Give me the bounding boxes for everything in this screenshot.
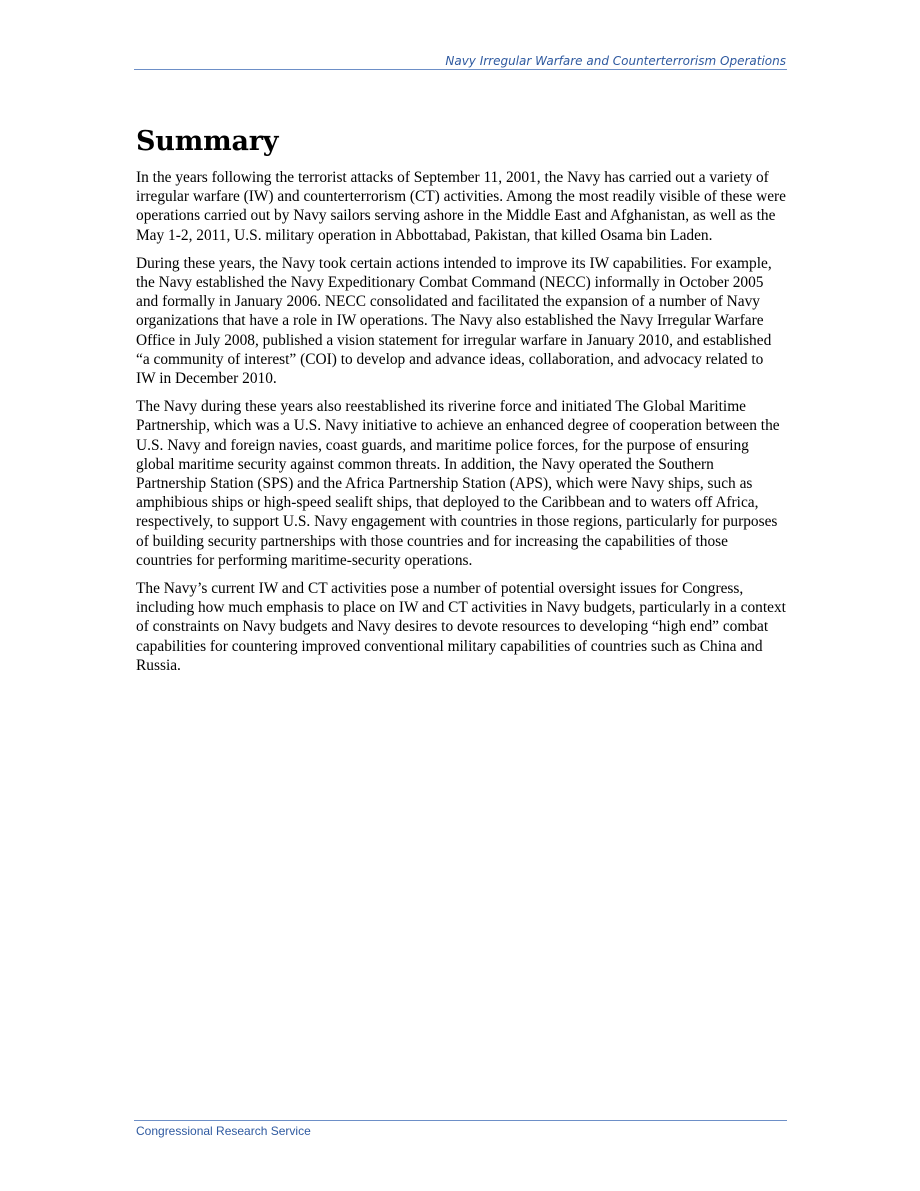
section-title: Summary — [136, 126, 279, 157]
summary-paragraph-3: The Navy during these years also reestablished its riverine force and initiated The Global Maritime Partnership, which was a U.S. Navy initiative to achieve an enhanced degree of cooperation between the U.S. Navy and foreign navies, coast guards, and maritime police forces, for the purpose of ensuring global maritime security against common threats. In addition, the Navy operated the Southern Partnership Station (SPS) and the Africa Partnership Station (APS), which were Navy ships, such as amphibious ships or high-speed sealift ships, that deployed to the Caribbean and to waters off Africa, respectively, to support U.S. Navy engagement with countries in those regions, particularly for purposes of building security partnerships with those countries and for increasing the capabilities of those countries for performing maritime-security operations. — [136, 398, 780, 569]
footer-divider — [134, 1120, 787, 1121]
running-footer-organization: Congressional Research Service — [136, 1124, 311, 1138]
summary-paragraph-4: The Navy’s current IW and CT activities pose a number of potential oversight issues for Congress, including how much emphasis to place on IW and CT activities in Navy budgets, particularly in a context of constraints on Navy budgets and Navy desires to devote resources to developing “high end” combat capabilities for countering improved conventional military capabilities of countries such as China and Russia. — [136, 580, 786, 674]
summary-paragraph-2: During these years, the Navy took certain actions intended to improve its IW capabilities. For example, the Navy established the Navy Expeditionary Combat Command (NECC) informally in October 2005 and formally in January 2006. NECC consolidated and facilitated the expansion of a number of Navy organizations that have a role in IW operations. The Navy also established the Navy Irregular Warfare Office in July 2008, published a vision statement for irregular warfare in January 2010, and established “a community of interest” (COI) to develop and advance ideas, collaboration, and advocacy related to IW in December 2010. — [136, 254, 772, 388]
header-divider — [134, 69, 787, 70]
summary-section — [136, 124, 786, 684]
running-header-title: Navy Irregular Warfare and Counterterrorism Operations — [445, 54, 786, 68]
summary-paragraph-1: In the years following the terrorist attacks of September 11, 2001, the Navy has carried out a variety of irregular warfare (IW) and counterterrorism (CT) activities. Among the most readily visible of these were operations carried out by Navy sailors serving ashore in the Middle East and Afghanistan, as well as the May 1-2, 2011, U.S. military operation in Abbottabad, Pakistan, that killed Osama bin Laden. — [136, 169, 787, 244]
